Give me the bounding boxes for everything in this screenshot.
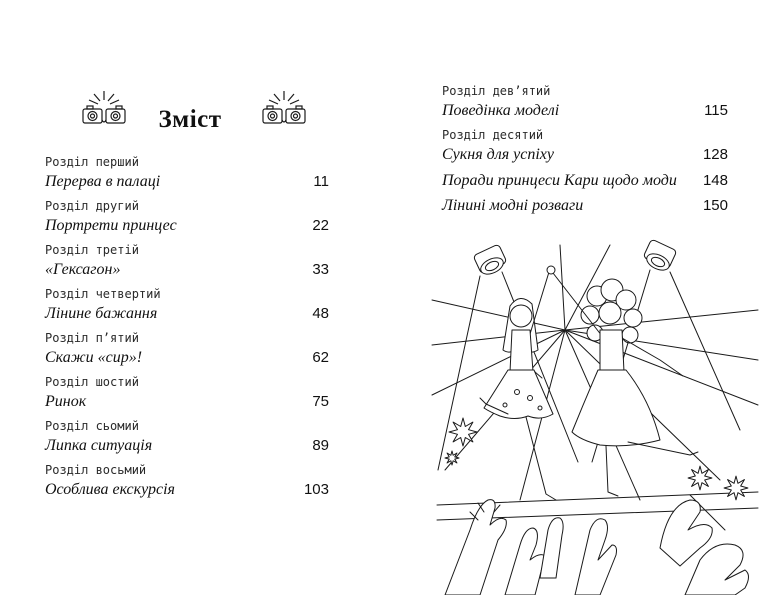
toc-entry (45, 373, 329, 413)
page-number: 103 (303, 481, 329, 498)
chapter-label: Розділ десятий (442, 128, 544, 142)
chapter-title: Портрети принцес (45, 217, 177, 234)
chapter-label: Розділ третій (45, 243, 139, 257)
page-number: 150 (702, 197, 728, 214)
chapter-label: Розділ восьмий (45, 463, 147, 477)
page-number: 48 (312, 305, 329, 322)
chapter-title: Ринок (45, 393, 87, 410)
blonde-girl-figure (480, 272, 556, 500)
toc-row (45, 479, 329, 501)
toc-entry (442, 126, 728, 166)
toc-list-right (442, 82, 728, 220)
page-number: 33 (312, 261, 329, 278)
chapter-title: Перерва в палаці (45, 173, 161, 190)
page-number: 75 (312, 393, 329, 410)
section-title: Лінині модні розваги (442, 197, 584, 214)
toc-entry (45, 241, 329, 281)
chapter-title: Лінине бажання (45, 305, 158, 322)
toc-entry (45, 285, 329, 325)
camera-icon (260, 90, 308, 130)
chapter-label: Розділ дев’ятий (442, 84, 551, 98)
page-number: 128 (702, 146, 728, 163)
toc-row (45, 259, 329, 281)
chapter-label: Розділ четвертий (45, 287, 161, 301)
page-number: 11 (313, 173, 329, 190)
toc-entry (45, 329, 329, 369)
chapter-label: Розділ другий (45, 199, 139, 213)
toc-row (45, 171, 329, 193)
camera-icon (80, 90, 128, 130)
page-number: 22 (312, 217, 329, 234)
toc-entry (45, 153, 329, 193)
chapter-title: «Гексагон» (45, 261, 121, 278)
toc-row (45, 435, 329, 457)
chapter-label: Розділ перший (45, 155, 139, 169)
section-title: Поради принцеси Кари щодо моди (442, 172, 677, 189)
chapter-title: Скажи «сир»! (45, 349, 143, 366)
toc-row (442, 100, 728, 122)
stage-lines (432, 245, 758, 500)
toc-row (45, 215, 329, 237)
toc-row (45, 347, 329, 369)
toc-entry (45, 197, 329, 237)
toc-entry (442, 195, 728, 217)
chapter-label: Розділ шостий (45, 375, 139, 389)
toc-row (442, 170, 728, 192)
chapter-title: Сукня для успіху (442, 146, 554, 163)
chapter-label: Розділ сьомий (45, 419, 139, 433)
toc-entry (442, 170, 728, 192)
chapter-label: Розділ п’ятий (45, 331, 139, 345)
chapter-title: Особлива екскурсія (45, 481, 175, 498)
toc-row (45, 303, 329, 325)
page-number: 115 (704, 102, 728, 119)
toc-entry (442, 82, 728, 122)
page-number: 62 (312, 349, 329, 366)
page-number: 148 (702, 172, 728, 189)
toc-row (442, 144, 728, 166)
chapter-title: Поведінка моделі (442, 102, 560, 119)
toc-entry (45, 417, 329, 457)
toc-list-left (45, 153, 329, 505)
toc-title: Зміст (158, 106, 222, 133)
page-number: 89 (312, 437, 329, 454)
toc-row (45, 391, 329, 413)
chapter-title: Липка ситуація (45, 437, 153, 454)
toc-row (442, 195, 728, 217)
toc-entry (45, 461, 329, 501)
dancing-girls-illustration (430, 235, 760, 595)
